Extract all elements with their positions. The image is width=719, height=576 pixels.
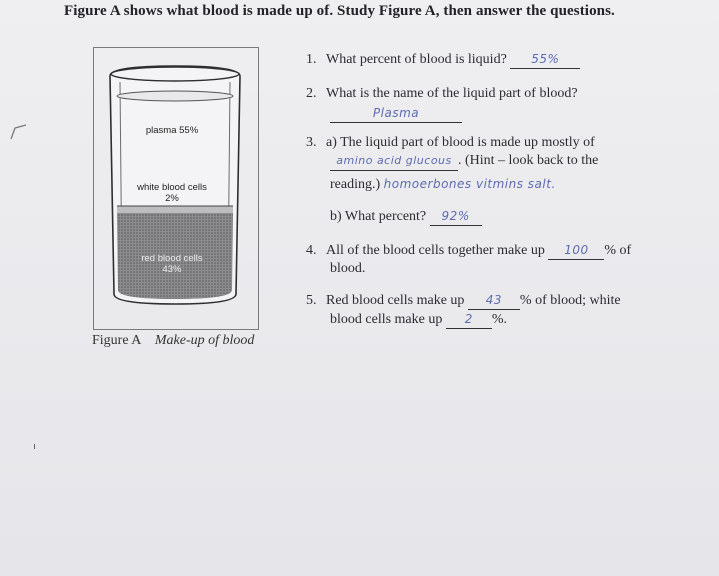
question-number: 4. (306, 243, 317, 258)
question-4 (306, 241, 631, 260)
white-cells-label: white blood cells (137, 182, 207, 193)
red-cells-label: red blood cells (141, 253, 203, 264)
answer-2-field[interactable]: Plasma (330, 104, 462, 123)
answer-5-white-field[interactable]: 2 (446, 310, 492, 329)
question-2 (306, 85, 578, 103)
question-text: All of the blood cells together make up (326, 243, 545, 258)
pencil-speck (34, 444, 35, 449)
figure-caption (92, 333, 254, 349)
question-5 (306, 291, 621, 310)
question-text: What is the name of the liquid part of blood? (326, 86, 578, 101)
answer-1-field[interactable]: 55% (510, 50, 580, 69)
answer-4-field[interactable]: 100 (548, 241, 604, 260)
question-text-after: % of (604, 243, 632, 258)
question-4-line2: blood. (330, 261, 366, 276)
plasma-label: plasma 55% (145, 125, 199, 136)
question-3b (330, 207, 482, 226)
pencil-mark-icon (8, 122, 30, 142)
question-text: blood cells make up (330, 312, 443, 327)
answer-3a-field[interactable]: amino acid glucous (330, 152, 458, 171)
figure-caption-title: Make-up of blood (154, 333, 255, 348)
figure-caption-label: Figure A (92, 333, 142, 348)
question-text: b) What percent? (330, 209, 427, 224)
answer-3a-extra[interactable]: homoerbones vitmins salt. (383, 177, 556, 191)
hint-text: . (Hint – look back to the (458, 153, 599, 168)
question-5-line2 (330, 310, 507, 329)
answer-5-red-field[interactable]: 43 (468, 291, 520, 310)
question-text-end: %. (491, 312, 508, 327)
worksheet-title: Figure A shows what blood is made up of. Study Figure A, then answer the questions. (64, 3, 615, 19)
question-number: 1. (306, 52, 317, 67)
question-text: What percent of blood is liquid? (326, 52, 507, 67)
question-number: 3. (306, 135, 317, 150)
hint-text-2: reading.) (330, 177, 381, 192)
question-3a (306, 134, 595, 152)
question-1 (306, 50, 580, 69)
red-cells-percent: 43% (162, 264, 182, 275)
question-2-answer-line (330, 104, 462, 123)
answer-3b-field[interactable]: 92% (430, 207, 482, 226)
white-cells-percent: 2% (165, 193, 179, 204)
question-3a-line2 (330, 152, 598, 171)
question-text: a) The liquid part of blood is made up mostly of (326, 135, 595, 150)
question-text: Red blood cells make up (326, 293, 465, 308)
question-3a-line3 (330, 175, 556, 194)
question-text-mid: % of blood; white (519, 293, 621, 308)
question-number: 2. (306, 86, 317, 101)
question-number: 5. (306, 293, 317, 308)
